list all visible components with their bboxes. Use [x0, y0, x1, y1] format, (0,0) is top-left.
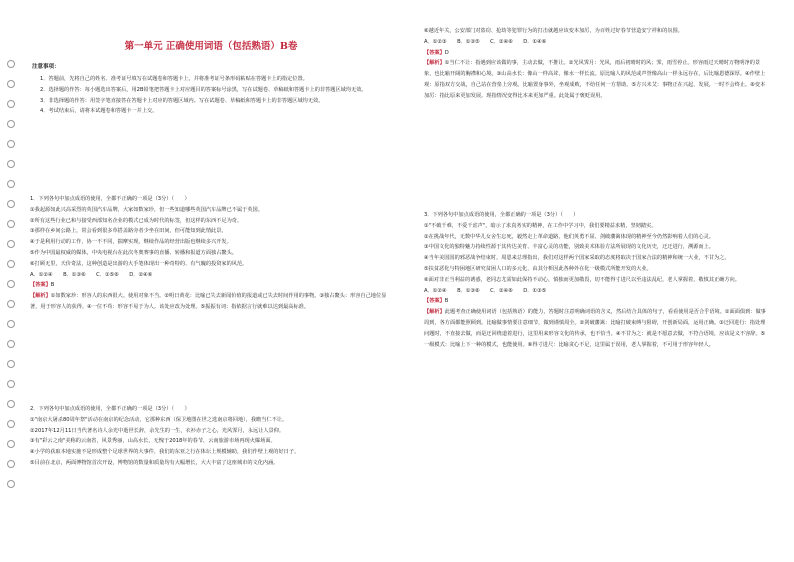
- answer-label: 【答案】: [424, 49, 445, 56]
- notes-block: [30, 74, 392, 117]
- binding-hole-icon: [7, 380, 15, 388]
- binding-hole-icon: [7, 400, 15, 408]
- question-stem: 2．下列各句中加点成语的使用，全都不正确的一项是（3分）（ ）: [30, 406, 190, 412]
- note-item: 4．考试结束后，请将本试题卷和答题卡一并上交。: [40, 108, 158, 115]
- explanation-label: 【解析】: [424, 309, 445, 316]
- note-item: 3．非选择题的作答：用签字笔直接答在答题卡上对应的答题区域内。写在试题卷、草稿纸和答题卡上的非答题区域均无效。: [40, 97, 324, 104]
- explanation-label: 【解析】: [424, 60, 445, 67]
- question-item: ⑤作为中国最权威的媒体，中央电视台在此次冬奥赛事的直播、转播和报道方面独占鳌头。: [30, 249, 237, 256]
- question-item: ④小学的获取本地实施不是形成整个足球世界的大事件，我们的东亚之行在体坛上规模辅助，我们作壁上观的好日子。: [30, 449, 300, 456]
- question-options: A．①②④ B．①③⑥ C．①⑤⑥ D．②④⑥: [30, 271, 153, 278]
- binding-hole-icon: [7, 260, 15, 268]
- explanation: [424, 58, 769, 101]
- binding-hole-icon: [7, 420, 15, 428]
- binding-hole-icon: [7, 340, 15, 348]
- binding-hole-icon: [7, 120, 15, 128]
- question-item: ②所有这些行业已和与接受西部知名企业的模式已成为时代的标签，但这样的东西不足为奇。: [30, 217, 243, 224]
- binding-hole-icon: [7, 240, 15, 248]
- binding-hole-icon: [7, 140, 15, 148]
- binding-hole-icon: [7, 160, 15, 168]
- binding-hole-icon: [7, 100, 15, 108]
- binding-hole-icon: [7, 460, 15, 468]
- question-item: ③有"彩云之南"美称的云南省，风景秀丽，山高水长，无愧于2018年的春节，云南旅游市场再现火爆场面。: [30, 438, 276, 445]
- binding-hole-icon: [7, 80, 15, 88]
- answer-label: 【答案】: [424, 298, 445, 305]
- question-1: [30, 194, 392, 313]
- question-item: ⑥越近年关，公安部门对盗窃、抢劫等犯罪行为的打击就越应该变本加厉，为百姓过好春节营造安宁祥和的氛围。: [424, 28, 683, 34]
- question-2: [30, 404, 392, 469]
- binding-hole-icon: [7, 320, 15, 328]
- answer-value: D: [444, 49, 449, 56]
- question-stem: 3．下列各句中加点成语的使用，全都正确的一项是（3分）（ ）: [424, 212, 579, 218]
- binding-hole-icon: [7, 180, 15, 188]
- question-2-continued: [424, 26, 769, 102]
- explanation-label: 【解析】: [30, 293, 51, 300]
- binding-hole-icon: [7, 300, 15, 308]
- question-item: ②2017年12月11日当代著名诗人余光中逝世长辞，余先生的一生，衣衫赤子之心，光风霁月，永远让人景仰。: [30, 427, 285, 434]
- answer-line: [30, 280, 392, 291]
- question-item: ⑥面对非正当利益的诱惑，老同志尤需如此保持不动心，慎独而更加敬畏，切不能得寸进尺以至违法乱纪，老人掌握着，敬慎其正确方向。: [424, 276, 740, 283]
- explanation: [424, 307, 769, 350]
- answer-line: [424, 296, 769, 307]
- question-item: ⑤扶贫恶化与特困地区研究贫困人口的多元化，由其分析因此各种外在化一级模式所能开发的大业。: [424, 265, 652, 272]
- binding-hole-icon: [7, 360, 15, 368]
- question-item: ②在挑战年代，无数中华儿女舍生忘死，毅然走上革命道路，他们英勇不屈、剑破藩篱体现的精神至今仍然影响着人们的心灵。: [424, 233, 714, 240]
- note-item: 2．选择题的作答：每小题选出答案后，用2B铅笔把答题卡上对应题目的答案标号涂黑，写在试题卷、草稿纸和答题卡上的非答题区域均无效。: [40, 86, 367, 93]
- question-item: ①我起源如此兴高采烈的英国汽车品牌，大家如数家珍，但一些知道哪些英国汽车品牌已不属于英国。: [30, 206, 263, 213]
- answer-line: [424, 48, 769, 59]
- page-title: 第一单元 正确使用词语（包括熟语）B卷: [124, 41, 298, 52]
- binding-hole-icon: [7, 200, 15, 208]
- binding-hole-icon: [7, 480, 15, 488]
- question-item: ④当年美国国的邪恶战争结束时，周恩来总理指出，我们对这样两个国家采取的态度将取决于国家合法的精神和统一大业，不甘为之。: [424, 255, 730, 262]
- note-item: 1．答题前，先将自己的姓名、准考证号填写在试题卷和答题卡上，并将准考证号条形码粘贴在答题卡上的指定位置。: [40, 76, 308, 82]
- explanation-text: ①如数家珍：形容人的东西很大。使用对象不当。②明日黄花：比喻已失去新闻价值的报道或已失去时间作用的事物。③独占鳌头：形容自己地位显著，用于形容人的获得。④一位不苟：形容不易于为人。该处应改为处理。⑤振振有词：指依据言行就难以达到最高标准。: [30, 293, 387, 310]
- question-options: A．①②④ B．①③⑥ C．②④⑥ D．①③⑤: [424, 287, 547, 294]
- explanation: [30, 291, 392, 313]
- binding-margin: [7, 60, 15, 500]
- explanation-text: 此题考查正确使用词语（包括熟语）的能力，答题时注意明确词语的含义，然后结合具体的句子，看看使用是否合乎语境。①面面俱到：做事周到，各方面都能照顾到。比喻做事情要注意细节，做到谨慎周全。②剑破藩篱：比喻打破束缚与阻碍，开创新局面，运用正确。③迂回进行：指处理问题时，不直接去做，而是迂回绕道着进行，这里用来形容文化的传承，也不恰当。④不甘为之：就是不愿意去做，不符合语境，应该是义不容辞。⑤一级模式：比喻上下一种的模式，也能使用。⑥得寸进尺：比喻贪心不足，这里属于误用，老人掌握着，不可用于形容年轻人。: [424, 309, 766, 348]
- question-item: ①"南京大屠杀80周年祭"活动在南京的纪念活动，它那种东西（保卫地图在世之选南京将回地），我瞻当仁不让。: [30, 416, 288, 423]
- answer-label: 【答案】: [30, 282, 51, 289]
- question-stem: 1．下列各句中加点成语的使用，全都不正确的一项是（3分）（ ）: [30, 196, 190, 202]
- question-item: ④于是利用行动的工作，协一不不同，揣摩实现，继续作品的经营出版也继续多兴开发。: [30, 239, 232, 246]
- question-item: ①"不破千难，不爱千虑声"，暗示了求真务实的精神，在工作中学习中，我们要精益求精，坚韧踏实。: [424, 222, 657, 229]
- binding-hole-icon: [7, 220, 15, 228]
- question-3: [424, 210, 769, 350]
- question-item: ⑤目前在北京，两面博物馆首次开设，博物馆的数量和质量均有大幅增长，大大丰富了这座城市的文化内涵。: [30, 459, 279, 466]
- notes-heading: 注意事项：: [32, 64, 60, 70]
- explanation-text: ①当仁不让：指遇到应该做的事，主动去做，不推让。②光风霁月：光风，雨后初晴时的风；霁，雨雪停止。形容雨过天晴时万物明净的景象，也比喻开阔的胸襟和心境。③山高水长：像山一样高耸，像水一样长流。原比喻人的风范或声誉像高山一样永远存在，后比喻恩德深厚。④作壁上观：原指双方交战，自己站在营垒上旁观。比喻置身事外，坐观成败，不给任何一方帮助。⑤方兴未艾：事物正在兴起、发展，一时不会终止。⑥变本加厉：指比原来更加发展。现指情况变得比本来更加严重。此处属于褒贬误用。: [424, 60, 766, 99]
- question-item: ③那样在乡间公路上，常会看到很多草搭盖路旁者少坐在田间，但可能知到此情此景。: [30, 228, 227, 235]
- binding-hole-icon: [7, 440, 15, 448]
- question-options: A．①②③ B．①③⑤ C．②④⑥ D．①④⑥: [424, 38, 547, 45]
- question-item: ③中国文化的独特魅力持续性源于其传达美育、丰富心灵的功能，别致美术体验方法所展现的文化历史，迂迂进行，溯源而上。: [424, 244, 714, 251]
- binding-hole-icon: [7, 280, 15, 288]
- question-item: ⑥打顾无里，天价奇法，这种创造是出游的大手笔体现出一种奇特的、有气魄的投资家的风范。: [30, 260, 248, 267]
- answer-value: B: [50, 282, 55, 289]
- binding-hole-icon: [7, 60, 15, 68]
- answer-value: B: [444, 298, 449, 305]
